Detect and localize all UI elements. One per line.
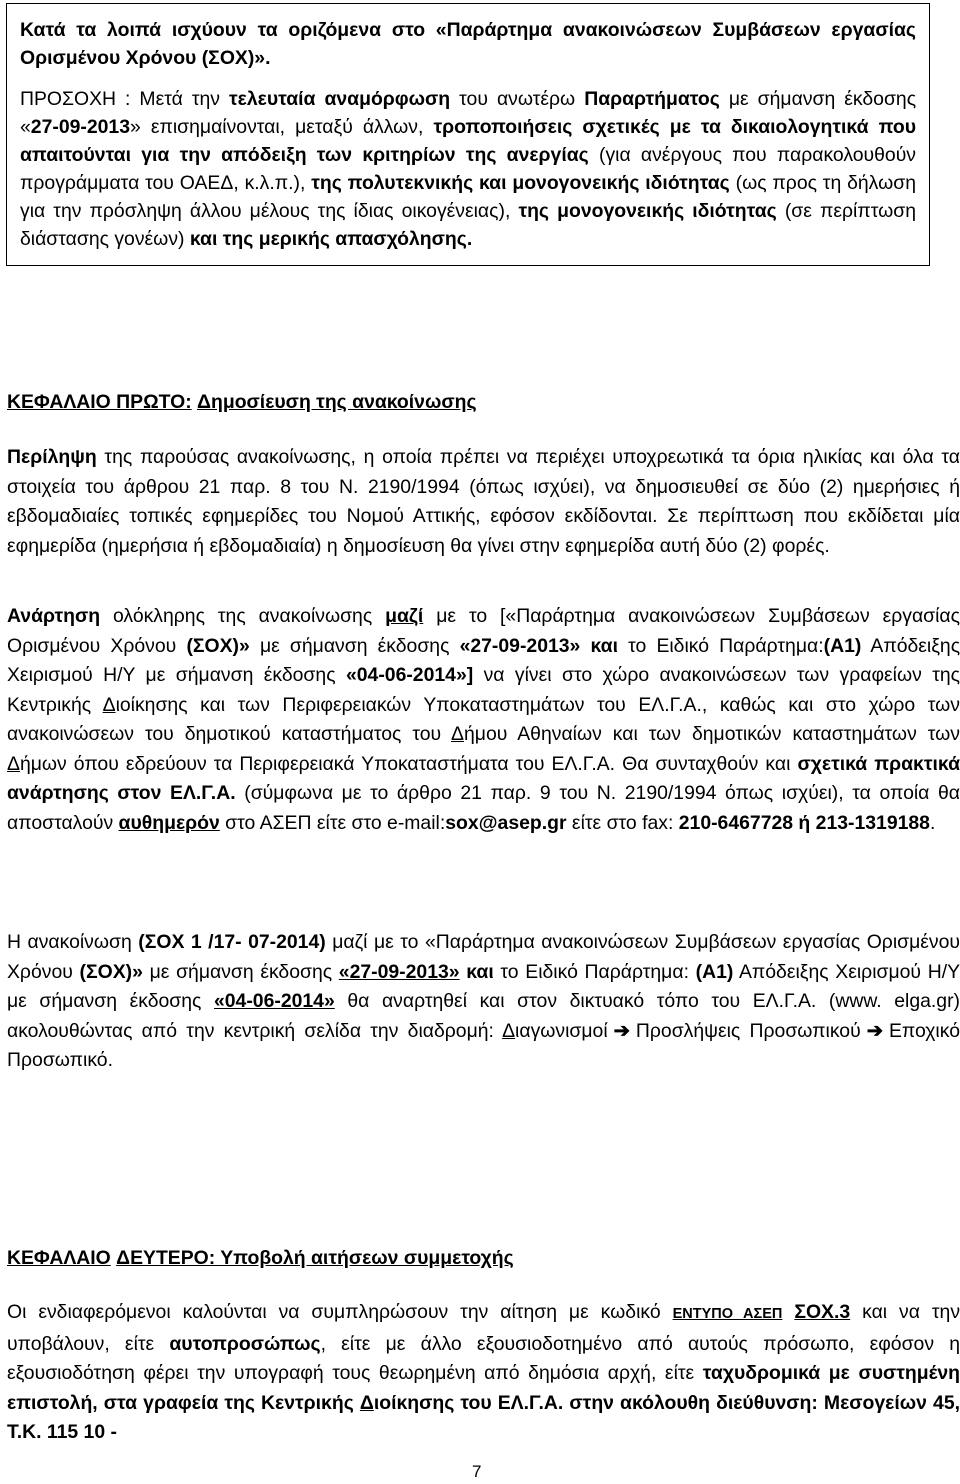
ch1-p2-b: ολόκληρης της ανακοίνωσης <box>113 605 373 627</box>
ch1-p2-k: «04-06-2014»] <box>345 664 474 686</box>
notice-p2-i: (για ανέργους που παρακολουθούν προγράμματα του ΟΑΕΔ, κ.λ.π.), <box>20 144 916 194</box>
notice-p2-l: της μονογονεικής ιδιότητας <box>518 200 777 222</box>
ch1-p3-d: (ΣΟΧ)» <box>79 960 143 983</box>
ch1-p2-q: Δ <box>7 752 20 775</box>
notice-p2-d: Παραρτήματος <box>584 88 720 110</box>
chapter-2-heading-c: ΕΥΤΕΡΟ: Υποβολή αιτήσεων συμμετοχής <box>130 1247 514 1269</box>
ch1-p2-z: . <box>929 811 936 834</box>
notice-p2-h: τροποποιήσεις σχετικές με τα δικαιολογητικά που απαιτούνται για την απόδειξη των κριτηρίων της ανεργίας <box>20 116 917 166</box>
ch1-p3-f: «27-09-2013» <box>338 960 460 983</box>
ch1-p2-c: μαζί <box>385 605 424 627</box>
ch1-p3-g: και <box>466 960 494 983</box>
chapter-2-paragraph-1 <box>7 1298 960 1448</box>
notice-p2-k: (ως προς τη δήλωση για την πρόσληψη άλλου μέλους της ίδιας οικογένειας), <box>20 172 916 222</box>
ch2-p1-d: και να την υποβάλουν, είτε <box>7 1301 960 1355</box>
notice-paragraph-2 <box>20 85 916 253</box>
ch1-p2-j: Απόδειξης Χειρισμού Η/Υ με σήμανση έκδοσης <box>7 634 960 686</box>
ch1-p3-h: το Ειδικό Παράρτημα: <box>500 960 689 983</box>
notice-paragraph-1 <box>20 16 916 72</box>
notice-box <box>6 3 930 266</box>
notice-p2-m: (σε περίπτωση διάστασης γονέων) <box>20 200 916 250</box>
ch1-p2-g: «27-09-2013» και <box>459 634 618 657</box>
ch1-p2-n: ιοίκησης και των Περιφερειακών Υποκαταστημάτων του ΕΛ.Γ.Α., καθώς και στο χώρο των ανακοινώσεων του δημοτικού καταστήματος του <box>7 693 960 745</box>
notice-p2-j: της πολυτεκνικής και μονογονεικής ιδιότητας <box>311 172 730 194</box>
ch1-p2-u: αυθημερόν <box>118 811 220 834</box>
notice-p2-e: με σήμανση έκδοσης « <box>20 88 917 138</box>
ch1-p3-p: Εποχικό Προσωπικό. <box>7 1019 960 1071</box>
chapter-1-heading-b: Δημοσίευση της ανακοίνωσης <box>197 391 477 413</box>
ch1-p2-o: Δ <box>451 723 464 745</box>
ch1-p2-e: (ΣΟΧ)» <box>186 634 250 657</box>
chapter-1-paragraph-1 <box>7 443 960 561</box>
ch2-p1-c: ΣΟΧ.3 <box>794 1301 851 1323</box>
ch2-p1-e: αυτοπροσώπως <box>169 1332 321 1355</box>
ch1-p2-d: με το [«Παράρτημα ανακοινώσεων Συμβάσεων εργασίας Ορισμένου Χρόνου <box>7 605 960 657</box>
ch1-p2-y: 210-6467728 ή 213-1319188 <box>678 811 930 834</box>
notice-p2-a: ΠΡΟΣΟΧΗ : Μετά την <box>20 88 220 110</box>
ch1-p2-t: (σύμφωνα με το άρθρο 21 παρ. 9 του Ν. 2190/1994 όπως ισχύει), τα οποία θα αποσταλούν <box>7 782 960 834</box>
ch2-p1-a: Οι ενδιαφερόμενοι καλούνται να συμπληρώσουν την αίτηση με κωδικό <box>7 1301 661 1323</box>
ch2-p1-h: Δ <box>359 1391 374 1414</box>
notice-p2-c: του ανωτέρω <box>459 88 576 110</box>
ch1-p3-e: με σήμανση έκδοσης <box>149 960 333 983</box>
ch2-p1-i: ιοίκησης του ΕΛ.Γ.Α. στην ακόλουθη διεύθυνση: Μεσογείων 45, Τ.Κ. 115 10 - <box>7 1391 960 1443</box>
notice-p1-text: Κατά τα λοιπά ισχύουν τα οριζόμενα στο «Παράρτημα ανακοινώσεων Συμβάσεων εργασίας Ορισμένου Χρόνου (ΣΟΧ)». <box>20 19 916 69</box>
ch1-p2-p: ήμου Αθηναίων και των δημοτικών καταστημάτων των <box>463 723 960 745</box>
chapter-1-heading <box>7 388 477 416</box>
ch2-p1-g: ταχυδρομικά με συστημένη επιστολή, στα γραφεία της Κεντρικής <box>7 1362 960 1414</box>
ch1-p1-b: της παρούσας ανακοίνωσης, η οποία πρέπει να περιέχει υποχρεωτικά τα όρια ηλικίας και όλα τα στοιχεία του άρθρου 21 παρ. 8 του Ν. 2190/1994 (όπως ισχύει), να δημοσιευθεί σε δύο (2) ημερήσιες ή εβδομαδιαίες τοπικές εφημερίδες του Νομού Αττικής, εφόσον εκδίδονται. Σε περίπτωση που εκδίδεται μία εφημερίδα (ημερήσια ή εβδομαδιαία) η δημοσίευση θα γίνει στην εφημερίδα αυτή δύο (2) φορές. <box>7 446 960 557</box>
notice-p2-n: και της μερικής απασχόλησης. <box>189 228 473 250</box>
ch1-p3-i: (Α1) <box>695 960 734 983</box>
chapter-2-heading <box>7 1244 514 1272</box>
notice-p2-f: 27-09-2013 <box>30 116 130 138</box>
ch1-p3-k: «04-06-2014» <box>213 990 335 1012</box>
notice-p2-g: » επισημαίνονται, μεταξύ άλλων, <box>130 116 424 138</box>
ch1-p3-b: (ΣΟΧ 1 /17- 07-2014) <box>138 931 326 953</box>
ch1-p2-r: ήμων όπου εδρεύουν τα Περιφερειακά Υποκαταστήματα του ΕΛ.Γ.Α. Θα συνταχθούν και <box>19 752 791 775</box>
ch1-p3-n: ιαγωνισμοί <box>515 1019 608 1042</box>
chapter-2-heading-a: ΚΕΦΑΛΑΙΟ <box>7 1247 111 1269</box>
ch1-p3-o: Προσλήψεις Προσωπικού <box>635 1019 861 1042</box>
ch1-p1-a: Περίληψη <box>7 446 97 468</box>
ch1-p3-j: Απόδειξης Χειρισμού Η/Υ με σήμανση έκδοσης <box>7 960 960 1012</box>
ch1-p2-h: το Ειδικό Παράρτημα: <box>628 634 824 657</box>
ch1-p3-a: Η ανακοίνωση <box>7 931 132 953</box>
ch1-p2-a: Ανάρτηση <box>7 605 101 627</box>
ch2-p1-f: , είτε με άλλο εξουσιοδοτημένο από αυτούς πρόσωπο, εφόσον η εξουσιοδότηση φέρει την υπογραφή τους θεωρημένη από δημόσια αρχή, είτε <box>7 1332 960 1384</box>
ch1-p2-w: sox@asep.gr <box>445 811 567 834</box>
ch1-p3-m: Δ <box>502 1019 516 1042</box>
ch1-p2-l: να γίνει στο χώρο ανακοινώσεων των γραφείων της Κεντρικής <box>7 664 960 716</box>
ch1-p3-l: θα αναρτηθεί και στον δικτυακό τόπο του ΕΛ.Γ.Α. (www. elga.gr) ακολουθώντας από την κεντρική σελίδα την διαδρομή: <box>7 990 960 1042</box>
ch1-p2-f: με σήμανση έκδοσης <box>259 634 450 657</box>
chapter-1-heading-a: ΚΕΦΑΛΑΙΟ ΠΡΩΤΟ: <box>7 391 192 413</box>
notice-p2-b: τελευταία αναμόρφωση <box>228 88 451 110</box>
ch1-p2-s: σχετικά πρακτικά ανάρτησης στον ΕΛ.Γ.Α. <box>7 752 960 804</box>
ch1-p2-i: (Α1) <box>823 634 862 657</box>
chapter-2-heading-b: Δ <box>116 1247 131 1269</box>
chapter-1-paragraph-2 <box>7 602 960 838</box>
page-number: 7 <box>472 1462 482 1481</box>
ch2-p1-b: ΕΝΤΥΠΟ ΑΣΕΠ <box>672 1306 783 1322</box>
chapter-1-paragraph-3 <box>7 928 960 1076</box>
arrow-right-icon-2: ➔ <box>866 1019 883 1042</box>
arrow-right-icon-1: ➔ <box>613 1019 630 1042</box>
ch1-p3-c: μαζί με το «Παράρτημα ανακοινώσεων Συμβάσεων εργασίας Ορισμένου Χρόνου <box>7 931 960 983</box>
ch1-p2-v: στο ΑΣΕΠ είτε στο e-mail: <box>225 811 446 834</box>
ch1-p2-x: είτε στο fax: <box>571 811 674 834</box>
ch1-p2-m: Δ <box>102 693 116 716</box>
